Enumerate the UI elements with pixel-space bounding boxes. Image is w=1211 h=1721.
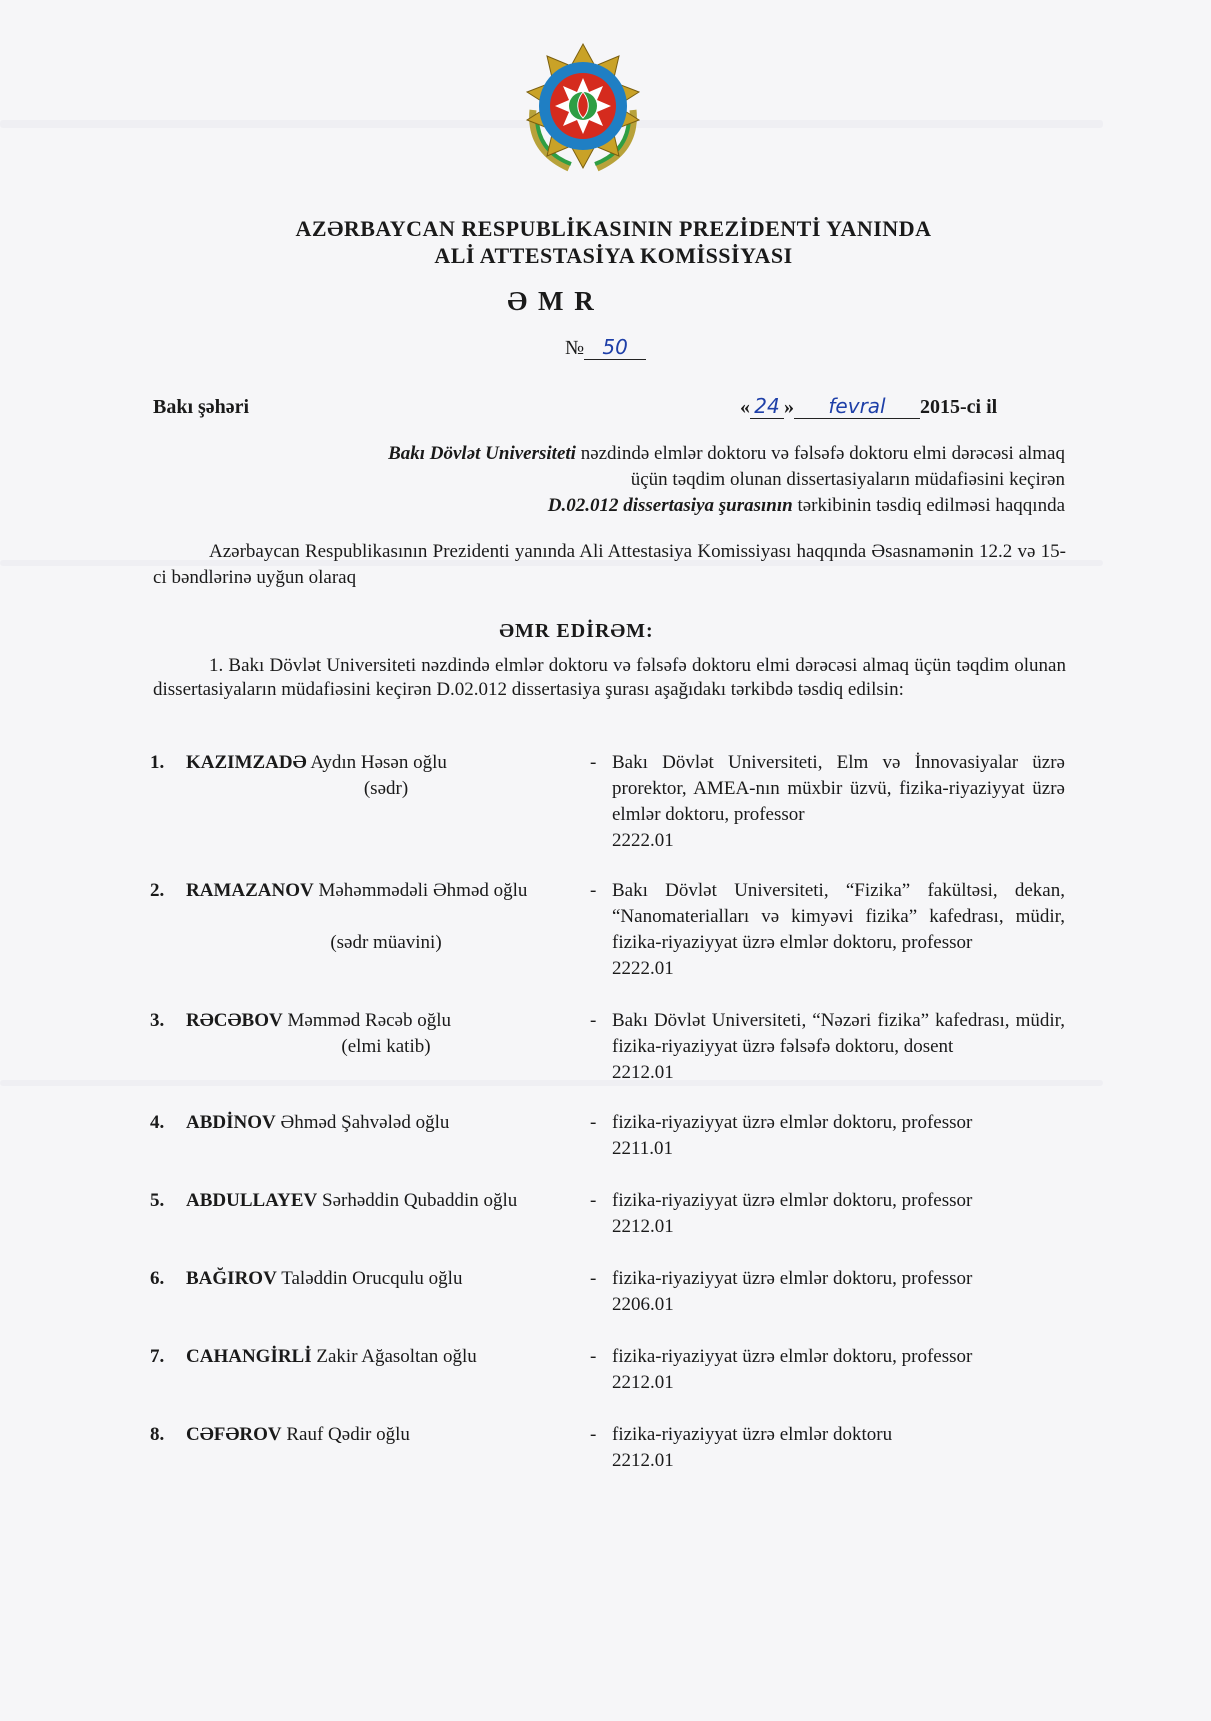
decree-heading: ƏMR EDİRƏM: <box>499 620 654 642</box>
member-given-name: Aydın Həsən oğlu <box>306 752 447 773</box>
member-description: Bakı Dövlət Universiteti, Elm və İnnovasiyalar üzrə prorektor, AMEA-nın müxbir üzvü, fizika-riyaziyyat üzrə elmlər doktoru, professor 2222.01 <box>612 750 1065 854</box>
member-name <box>186 1008 586 1034</box>
member-role: (elmi katib) <box>341 1036 431 1057</box>
order-subject <box>365 441 1065 519</box>
member-description: fizika-riyaziyyat üzrə elmlər doktoru, professor 2212.01 <box>612 1188 1065 1240</box>
member-specialty-code: 2222.01 <box>612 958 674 979</box>
member-given-name: Taləddin Orucqulu oğlu <box>276 1268 463 1289</box>
member-description: fizika-riyaziyyat üzrə elmlər doktoru, professor 2206.01 <box>612 1266 1065 1318</box>
member-name <box>186 1422 586 1448</box>
preamble <box>153 539 1066 591</box>
date-year: 2015-ci il <box>920 396 998 418</box>
order-title: Ə M R <box>507 286 596 316</box>
order-date <box>740 394 997 419</box>
member-number: 1. <box>150 752 165 773</box>
member-surname: BAĞIROV <box>186 1268 277 1289</box>
member-specialty-code: 2212.01 <box>612 1216 674 1237</box>
subject-text-1: nəzdində elmlər doktoru və fəlsəfə doktoru elmi dərəcəsi almaq üçün təqdim olunan dissertasiyaların müdafiəsini keçirən <box>575 443 1065 490</box>
member-specialty-code: 2212.01 <box>612 1450 674 1471</box>
member-surname: RƏCƏBOV <box>186 1010 283 1031</box>
paragraph-1: 1. Bakı Dövlət Universiteti nəzdində elmlər doktoru və fəlsəfə doktoru elmi dərəcəsi almaq üçün təqdim olunan dissertasiyaların müdafiəsini keçirən D.02.012 dissertasiya şurası aşağıdakı tərkibdə təsdiq edilsin: <box>153 655 1066 700</box>
member-given-name: Məmməd Rəcəb oğlu <box>282 1010 452 1031</box>
member-name <box>186 1188 576 1214</box>
member-given-name: Zakir Ağasoltan oğlu <box>311 1346 477 1367</box>
member-surname: CƏFƏROV <box>186 1424 282 1445</box>
member-given-name: Əhməd Şahvələd oğlu <box>275 1112 450 1133</box>
member-surname: RAMAZANOV <box>186 880 314 901</box>
subject-text-2: tərkibinin təsdiq edilməsi haqqında <box>792 495 1065 516</box>
member-name <box>186 1110 586 1136</box>
member-name <box>186 1344 586 1370</box>
member-description: Bakı Dövlət Universiteti, “Nəzəri fizika” kafedrası, müdir, fizika-riyaziyyat üzrə fəlsəfə doktoru, dosent 2212.01 <box>612 1008 1065 1086</box>
issuer-line-2: ALİ ATTESTASİYA KOMİSSİYASI <box>434 243 793 268</box>
date-day-handwritten: 24 <box>750 394 784 419</box>
member-number: 6. <box>150 1268 165 1289</box>
issuer-line-1: AZƏRBAYCAN RESPUBLİKASININ PREZİDENTİ YANINDA <box>295 216 932 241</box>
member-surname: ABDULLAYEV <box>186 1190 318 1211</box>
member-specialty-code: 2211.01 <box>612 1138 674 1159</box>
member-given-name: Rauf Qədir oğlu <box>281 1424 410 1445</box>
member-number: 4. <box>150 1112 165 1133</box>
state-emblem-image <box>519 40 647 172</box>
member-number: 7. <box>150 1346 165 1367</box>
member-specialty-code: 2222.01 <box>612 830 674 851</box>
member-description: fizika-riyaziyyat üzrə elmlər doktoru, professor 2212.01 <box>612 1344 1065 1396</box>
member-description: Bakı Dövlət Universiteti, “Fizika” fakültəsi, dekan, “Nanomaterialları və kimyəvi fizika” kafedrası, müdir, fizika-riyaziyyat üzrə elmlər doktoru, professor 2222.01 <box>612 878 1065 982</box>
preamble-text: Azərbaycan Respublikasının Prezidenti yanında Ali Attestasiya Komissiyası haqqında Əsasnamənin 12.2 və 15-ci bəndlərinə uyğun olaraq <box>153 541 1066 588</box>
member-surname: KAZIMZADƏ <box>186 752 307 773</box>
subject-council: D.02.012 dissertasiya şurasının <box>547 495 793 516</box>
member-surname: ABDİNOV <box>186 1112 276 1133</box>
member-description: fizika-riyaziyyat üzrə elmlər doktoru 2212.01 <box>612 1422 1065 1474</box>
date-month-handwritten: fevral <box>794 394 920 419</box>
member-name <box>186 750 586 776</box>
member-name <box>186 878 576 904</box>
date-close-quote: » <box>784 396 794 418</box>
subject-university: Bakı Dövlət Universiteti <box>388 443 576 464</box>
member-specialty-code: 2206.01 <box>612 1294 674 1315</box>
member-given-name: Məhəmmədəli Əhməd oğlu <box>313 880 528 901</box>
member-number: 3. <box>150 1010 165 1031</box>
member-surname: CAHANGİRLİ <box>186 1346 312 1367</box>
order-number <box>565 335 646 360</box>
member-description: fizika-riyaziyyat üzrə elmlər doktoru, professor 2211.01 <box>612 1110 1065 1162</box>
member-number: 5. <box>150 1190 165 1211</box>
order-number-handwritten: 50 <box>584 335 646 360</box>
member-role: (sədr müavini) <box>330 932 442 953</box>
member-role: (sədr) <box>363 778 409 799</box>
member-given-name: Sərhəddin Qubaddin oğlu <box>317 1190 518 1211</box>
date-open-quote: « <box>740 396 750 418</box>
member-name <box>186 1266 586 1292</box>
member-number: 8. <box>150 1424 165 1445</box>
member-specialty-code: 2212.01 <box>612 1062 674 1083</box>
member-specialty-code: 2212.01 <box>612 1372 674 1393</box>
place: Bakı şəhəri <box>153 396 250 418</box>
order-number-prefix: № <box>565 337 585 359</box>
member-number: 2. <box>150 880 165 901</box>
